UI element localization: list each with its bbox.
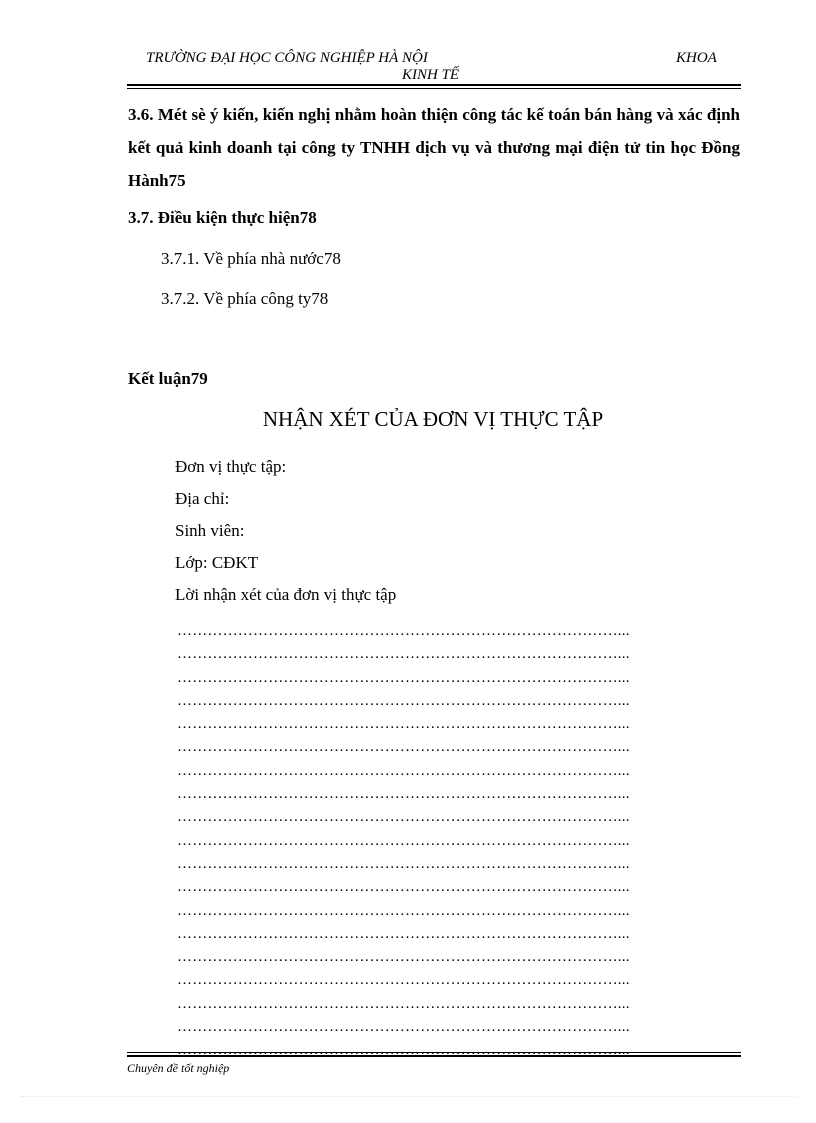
dotted-line: ……………………………………………………………………………... xyxy=(177,902,630,919)
comment-dotted-lines xyxy=(177,620,717,1063)
field-address: Địa chỉ: xyxy=(175,489,230,508)
dotted-line: ……………………………………………………………………………... xyxy=(177,995,630,1012)
page-edge-line xyxy=(20,1096,796,1097)
dotted-line: ……………………………………………………………………………... xyxy=(177,809,630,826)
dotted-line: ……………………………………………………………………………... xyxy=(177,925,630,942)
dotted-line: ……………………………………………………………………………... xyxy=(177,762,630,779)
dotted-line: ……………………………………………………………………………... xyxy=(177,1019,630,1036)
dotted-line: ……………………………………………………………………………... xyxy=(177,739,630,756)
header-faculty-name: KINH TẾ xyxy=(402,67,460,83)
toc-section-3-7-2: 3.7.2. Về phía công ty78 xyxy=(161,289,329,308)
toc-section-3-7-1: 3.7.1. Về phía nhà nước78 xyxy=(161,249,341,268)
field-class: Lớp: CĐKT xyxy=(175,553,259,572)
dotted-line: ……………………………………………………………………………... xyxy=(177,949,630,966)
dotted-line: ……………………………………………………………………………... xyxy=(177,832,630,849)
dotted-line: ……………………………………………………………………………... xyxy=(177,972,630,989)
dotted-line: ……………………………………………………………………………... xyxy=(177,692,630,709)
dotted-line: ……………………………………………………………………………... xyxy=(177,669,630,686)
dotted-line: ……………………………………………………………………………... xyxy=(177,786,630,803)
toc-section-3-7: 3.7. Điều kiện thực hiện78 xyxy=(128,208,317,227)
dotted-line: ……………………………………………………………………………... xyxy=(177,716,630,733)
dotted-line: ……………………………………………………………………………... xyxy=(177,855,630,872)
field-comment-label: Lời nhận xét của đơn vị thực tập xyxy=(175,585,397,604)
dotted-line: ……………………………………………………………………………... xyxy=(177,879,630,896)
field-student: Sinh viên: xyxy=(175,521,245,540)
field-internship-unit: Đơn vị thực tập: xyxy=(175,457,287,476)
toc-conclusion: Kết luận79 xyxy=(128,369,208,388)
footer-thesis-label: Chuyên đề tốt nghiệp xyxy=(127,1061,230,1075)
dotted-line: ……………………………………………………………………………... xyxy=(177,646,630,663)
form-title: NHẬN XÉT CỦA ĐƠN VỊ THỰC TẬP xyxy=(262,407,604,431)
footer-rule-thin xyxy=(127,1052,741,1053)
header-faculty: KHOA xyxy=(676,50,717,66)
header-rule-thick xyxy=(127,84,741,86)
toc-section-3-6: 3.6. Mét sè ý kiến, kiến nghị nhằm hoàn thiện công tác kế toán bán hàng và xác định kết quả kinh doanh tại công ty TNHH dịch vụ và thương mại điện tử tin học Đồng Hành75 xyxy=(128,105,740,190)
header-school-name: TRƯỜNG ĐẠI HỌC CÔNG NGHIỆP HÀ NỘI xyxy=(146,50,428,66)
dotted-line: ……………………………………………………………………………... xyxy=(177,623,630,639)
header-rule-thin xyxy=(127,88,741,89)
dotted-line: ……………………………………………………………………………... xyxy=(177,1042,630,1059)
footer-rule-thick xyxy=(127,1055,741,1057)
